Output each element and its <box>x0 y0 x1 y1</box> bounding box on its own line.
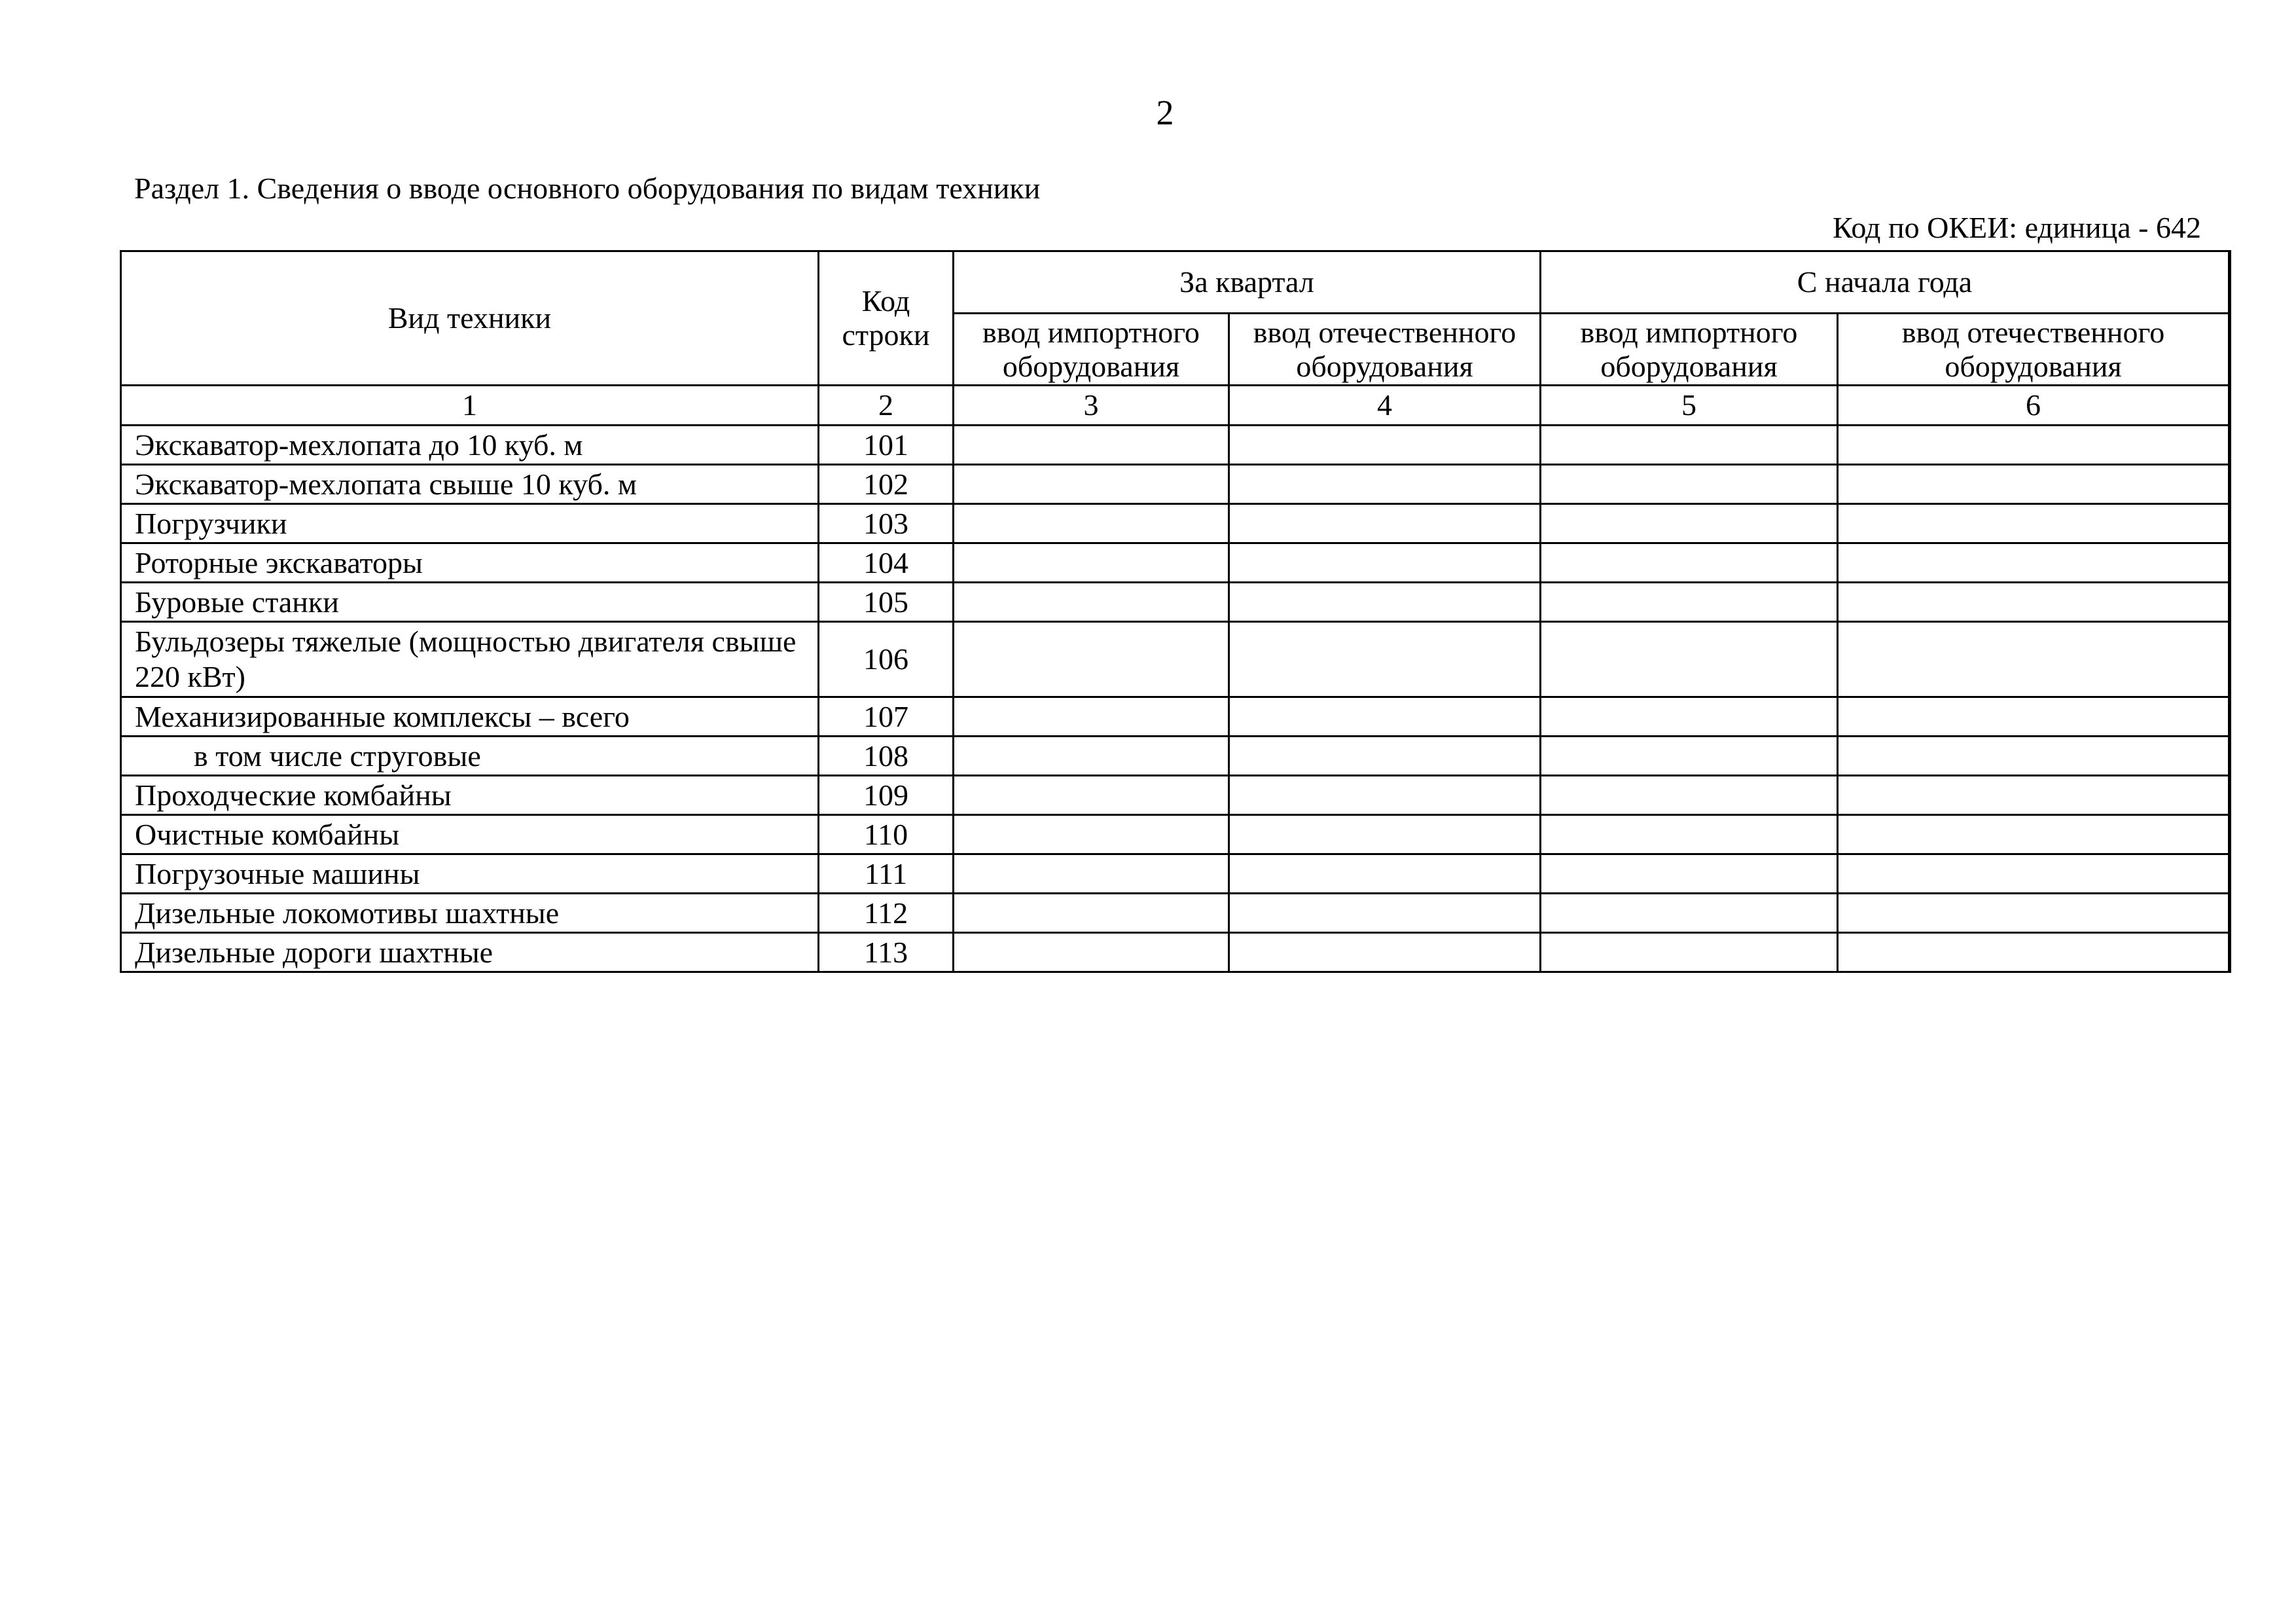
year-import-cell[interactable] <box>1541 854 1838 894</box>
equipment-name: Дизельные локомотивы шахтные <box>121 894 819 933</box>
header-kind: Вид техники <box>121 251 819 386</box>
quarter-import-cell[interactable] <box>954 737 1229 776</box>
year-domestic-cell[interactable] <box>1838 697 2230 737</box>
year-import-cell[interactable] <box>1541 622 1838 697</box>
year-import-cell[interactable] <box>1541 894 1838 933</box>
year-domestic-cell[interactable] <box>1838 776 2230 815</box>
row-code: 105 <box>819 583 954 622</box>
year-import-cell[interactable] <box>1541 737 1838 776</box>
quarter-domestic-cell[interactable] <box>1229 933 1541 972</box>
table-row <box>121 465 2230 504</box>
year-domestic-cell[interactable] <box>1838 894 2230 933</box>
quarter-import-cell[interactable] <box>954 697 1229 737</box>
column-numbers-row <box>121 386 2230 426</box>
column-number: 6 <box>1838 386 2230 426</box>
row-code: 111 <box>819 854 954 894</box>
year-domestic-cell[interactable] <box>1838 854 2230 894</box>
quarter-domestic-cell[interactable] <box>1229 815 1541 854</box>
row-code: 110 <box>819 815 954 854</box>
quarter-domestic-cell[interactable] <box>1229 737 1541 776</box>
okei-code: Код по ОКЕИ: единица - 642 <box>1832 211 2201 244</box>
year-import-cell[interactable] <box>1541 815 1838 854</box>
year-import-cell[interactable] <box>1541 697 1838 737</box>
quarter-import-cell[interactable] <box>954 933 1229 972</box>
quarter-import-cell[interactable] <box>954 854 1229 894</box>
row-code: 108 <box>819 737 954 776</box>
year-domestic-cell[interactable] <box>1838 426 2230 465</box>
year-import-cell[interactable] <box>1541 776 1838 815</box>
table-row <box>121 776 2230 815</box>
header-year-domestic: ввод отечественного оборудования <box>1838 314 2230 386</box>
row-code: 103 <box>819 504 954 543</box>
column-number: 5 <box>1541 386 1838 426</box>
header-year-import: ввод импортного оборудования <box>1541 314 1838 386</box>
quarter-import-cell[interactable] <box>954 426 1229 465</box>
row-code: 113 <box>819 933 954 972</box>
row-code: 107 <box>819 697 954 737</box>
equipment-name: Роторные экскаваторы <box>121 543 819 583</box>
quarter-domestic-cell[interactable] <box>1229 426 1541 465</box>
year-import-cell[interactable] <box>1541 583 1838 622</box>
header-quarter-import: ввод импортного оборудования <box>954 314 1229 386</box>
year-import-cell[interactable] <box>1541 426 1838 465</box>
table-row <box>121 854 2230 894</box>
row-code: 109 <box>819 776 954 815</box>
year-domestic-cell[interactable] <box>1838 815 2230 854</box>
table-row <box>121 622 2230 697</box>
equipment-name: Буровые станки <box>121 583 819 622</box>
table-row <box>121 815 2230 854</box>
table-row <box>121 697 2230 737</box>
header-code: Код строки <box>819 251 954 386</box>
row-code: 104 <box>819 543 954 583</box>
quarter-import-cell[interactable] <box>954 504 1229 543</box>
row-code: 112 <box>819 894 954 933</box>
quarter-domestic-cell[interactable] <box>1229 543 1541 583</box>
year-import-cell[interactable] <box>1541 504 1838 543</box>
column-number: 1 <box>121 386 819 426</box>
row-code: 102 <box>819 465 954 504</box>
header-year: С начала года <box>1541 251 2230 314</box>
table-row <box>121 583 2230 622</box>
equipment-name: Механизированные комплексы – всего <box>121 697 819 737</box>
quarter-import-cell[interactable] <box>954 776 1229 815</box>
header-quarter: За квартал <box>954 251 1541 314</box>
table-row <box>121 426 2230 465</box>
equipment-name: Экскаватор-мехлопата свыше 10 куб. м <box>121 465 819 504</box>
equipment-name: Проходческие комбайны <box>121 776 819 815</box>
quarter-domestic-cell[interactable] <box>1229 583 1541 622</box>
quarter-import-cell[interactable] <box>954 815 1229 854</box>
year-domestic-cell[interactable] <box>1838 465 2230 504</box>
row-code: 106 <box>819 622 954 697</box>
header-quarter-domestic: ввод отечественного оборудования <box>1229 314 1541 386</box>
table-row <box>121 894 2230 933</box>
quarter-import-cell[interactable] <box>954 465 1229 504</box>
equipment-name: Экскаватор-мехлопата до 10 куб. м <box>121 426 819 465</box>
section-title: Раздел 1. Сведения о вводе основного оборудования по видам техники <box>134 172 1041 205</box>
year-domestic-cell[interactable] <box>1838 504 2230 543</box>
column-number: 3 <box>954 386 1229 426</box>
quarter-domestic-cell[interactable] <box>1229 504 1541 543</box>
quarter-domestic-cell[interactable] <box>1229 776 1541 815</box>
quarter-domestic-cell[interactable] <box>1229 697 1541 737</box>
table-row <box>121 737 2230 776</box>
equipment-name: в том числе струговые <box>121 737 819 776</box>
year-domestic-cell[interactable] <box>1838 933 2230 972</box>
quarter-import-cell[interactable] <box>954 622 1229 697</box>
quarter-import-cell[interactable] <box>954 894 1229 933</box>
quarter-import-cell[interactable] <box>954 583 1229 622</box>
equipment-name: Очистные комбайны <box>121 815 819 854</box>
year-import-cell[interactable] <box>1541 543 1838 583</box>
column-number: 4 <box>1229 386 1541 426</box>
equipment-name: Погрузчики <box>121 504 819 543</box>
equipment-table <box>120 250 2231 973</box>
year-import-cell[interactable] <box>1541 465 1838 504</box>
year-domestic-cell[interactable] <box>1838 737 2230 776</box>
table-row <box>121 504 2230 543</box>
equipment-name: Дизельные дороги шахтные <box>121 933 819 972</box>
equipment-name: Погрузочные машины <box>121 854 819 894</box>
row-code: 101 <box>819 426 954 465</box>
equipment-name: Бульдозеры тяжелые (мощностью двигателя свыше 220 кВт) <box>121 622 819 697</box>
year-domestic-cell[interactable] <box>1838 622 2230 697</box>
quarter-domestic-cell[interactable] <box>1229 854 1541 894</box>
year-domestic-cell[interactable] <box>1838 543 2230 583</box>
year-import-cell[interactable] <box>1541 933 1838 972</box>
page-number: 2 <box>1156 93 1174 132</box>
column-number: 2 <box>819 386 954 426</box>
quarter-domestic-cell[interactable] <box>1229 465 1541 504</box>
quarter-import-cell[interactable] <box>954 543 1229 583</box>
quarter-domestic-cell[interactable] <box>1229 622 1541 697</box>
year-domestic-cell[interactable] <box>1838 583 2230 622</box>
table-row <box>121 543 2230 583</box>
quarter-domestic-cell[interactable] <box>1229 894 1541 933</box>
table-row <box>121 933 2230 972</box>
